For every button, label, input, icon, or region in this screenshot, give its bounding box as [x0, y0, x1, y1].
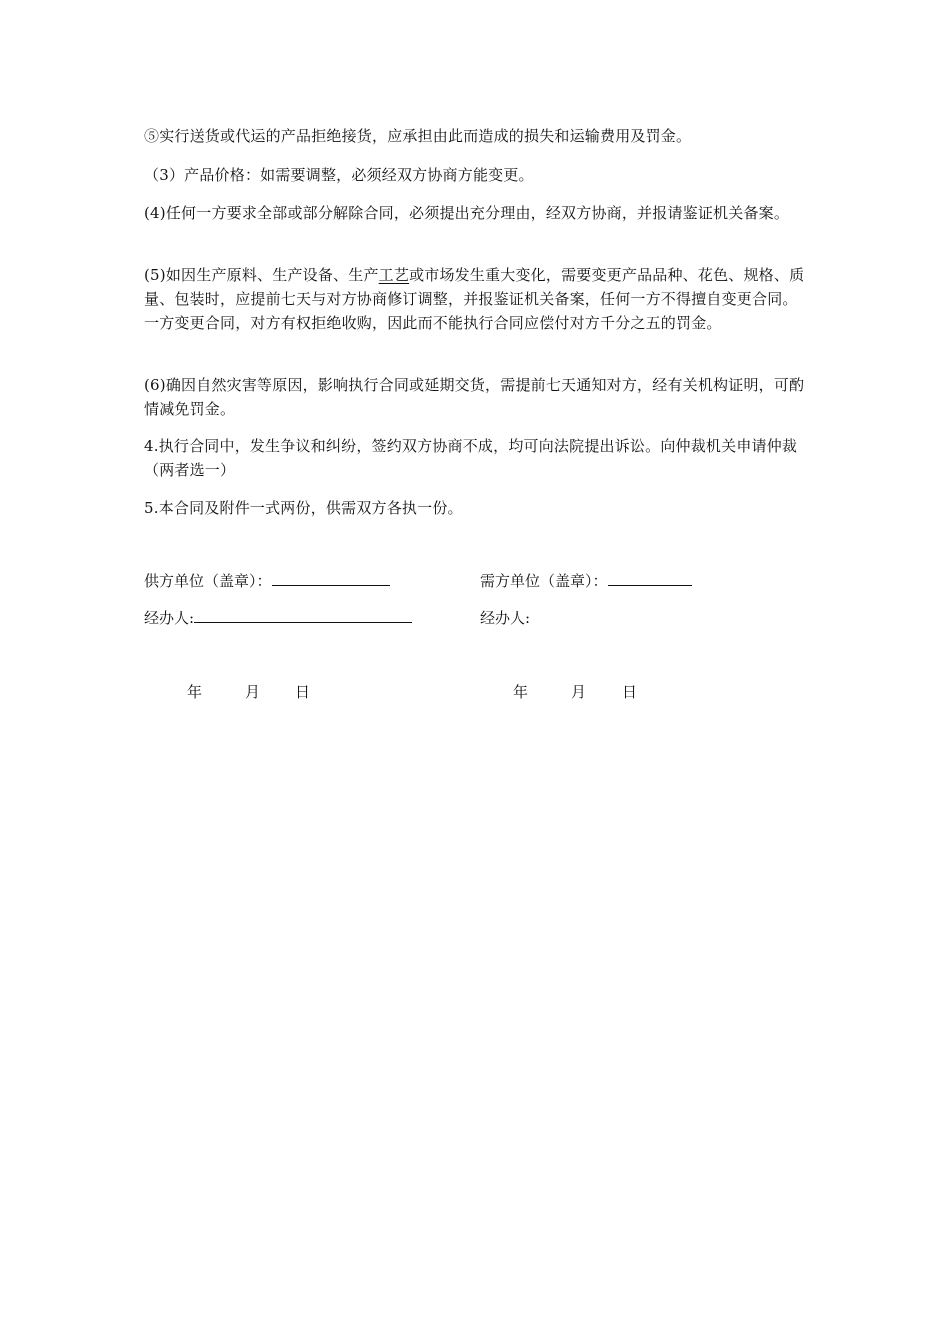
supplier-seal-blank: [272, 571, 390, 586]
supplier-seal-field: [144, 570, 390, 592]
supplier-date-year: 年: [187, 683, 203, 701]
clause-price: （3）产品价格：如需要调整，必须经双方协商方能变更。: [144, 166, 534, 184]
buyer-seal-field: [480, 570, 692, 592]
supplier-agent-blank: [194, 608, 412, 623]
supplier-agent-field: [144, 607, 412, 629]
supplier-seal-label: 供方单位（盖章）：: [144, 572, 272, 590]
buyer-agent-field: [480, 607, 530, 629]
supplier-date-month: 月: [245, 683, 261, 701]
clause-refuse-delivery: ⑤实行送货或代运的产品拒绝接货，应承担由此而造成的损失和运输费用及罚金。: [144, 127, 692, 145]
clause-termination: (4)任何一方要求全部或部分解除合同，必须提出充分理由，经双方协商，并报请鉴证机关备案。: [144, 204, 790, 222]
buyer-agent-label: 经办人:: [480, 609, 531, 627]
clause-change-after: 或市场发生重大变化，需要变更产品品种、花色、规格、质量、包装时，应提前七天与对方协商修订调整，并报鉴证机关备案，任何一方不得擅自变更合同。一方变更合同，对方有权拒绝收购，因此而不能执行合同应偿付对方千分之五的罚金。: [144, 266, 805, 332]
clause-force-majeure: (6)确因自然灾害等原因，影响执行合同或延期交货，需提前七天通知对方，经有关机构证明，可酌情减免罚金。: [144, 376, 805, 418]
clause-dispute: 4.执行合同中，发生争议和纠纷，签约双方协商不成，均可向法院提出诉讼。向仲裁机关申请仲裁（两者选一）: [144, 437, 798, 479]
buyer-date-day: 日: [622, 683, 638, 701]
buyer-seal-label: 需方单位（盖章）：: [480, 572, 608, 590]
clause-change-before: (5)如因生产原料、生产设备、生产: [144, 266, 379, 284]
supplier-date-day: 日: [295, 683, 311, 701]
clause-change: [144, 263, 809, 335]
clause-copies: 5.本合同及附件一式两份，供需双方各执一份。: [144, 499, 463, 517]
supplier-agent-label: 经办人:: [144, 609, 195, 627]
clause-change-underlined: 工艺: [378, 266, 410, 284]
buyer-date-year: 年: [513, 683, 529, 701]
buyer-seal-blank: [608, 571, 692, 586]
buyer-date-month: 月: [571, 683, 587, 701]
